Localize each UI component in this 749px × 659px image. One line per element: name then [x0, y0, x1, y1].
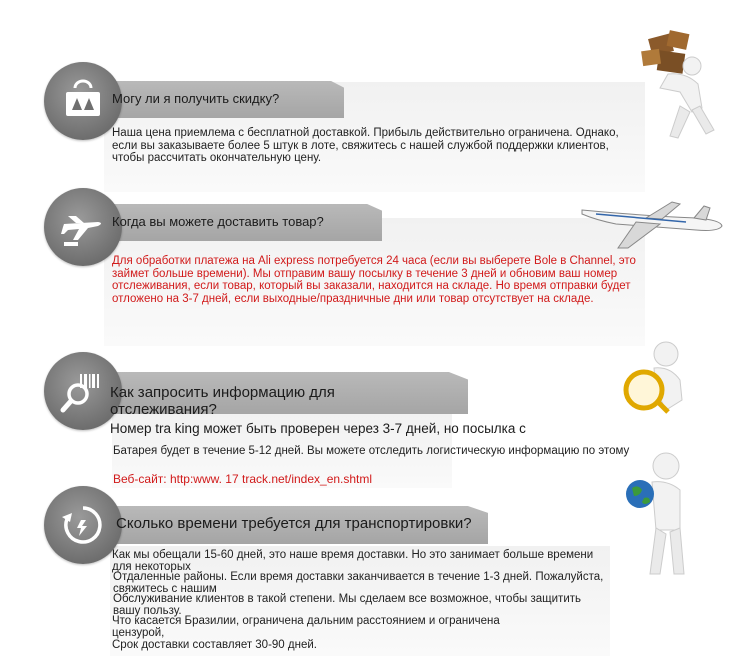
scale-icon [58, 76, 108, 126]
clock-icon [58, 500, 108, 550]
figure-with-globe-icon [620, 450, 710, 580]
worker-carrying-boxes-icon [620, 28, 730, 148]
airplane-icon [576, 192, 726, 252]
section-title: Могу ли я получить скидку? [112, 91, 280, 106]
transport-line: Обслуживание клиентов в такой степени. Мы сделаем все возможное, чтобы защитить [113, 593, 581, 605]
transport-line: Что касается Бразилии, ограничена дальним расстоянием и ограничена [112, 615, 500, 627]
section-transport-circle [44, 486, 122, 564]
plane-icon [58, 202, 108, 252]
figure-with-magnifier-icon [610, 340, 700, 420]
section-body: Батарея будет в течение 5-12 дней. Вы можете отследить логистическую информацию по этому [113, 445, 630, 457]
section-subtitle: Номер tra king может быть проверен через 3-7 дней, но посылка с [110, 421, 526, 436]
section-discount-circle [44, 62, 122, 140]
transport-line: цензурой, [112, 627, 165, 639]
section-title: Сколько времени требуется для транспортировки? [116, 515, 472, 532]
section-title: Когда вы можете доставить товар? [112, 214, 324, 229]
section-body: Наша цена приемлема с бесплатной доставкой. Прибыль действительно ограничена. Однако, если вы заказываете более 5 штук в лоте, свяжитесь с нашей службой поддержки клиентов, чтобы рассчитать окончательную цену. [112, 127, 619, 164]
transport-line: свяжитесь с нашим [113, 583, 217, 595]
transport-line: Срок доставки составляет 30-90 дней. [112, 639, 317, 651]
transport-line: Отдаленные районы. Если время доставки заканчивается в течение 1-3 дней. Пожалуйста, [113, 571, 604, 583]
transport-line: для некоторых [112, 561, 191, 573]
tracking-website-link[interactable]: Веб-сайт: http:www. 17 track.net/index_en.shtml [113, 472, 373, 486]
transport-line: вашу пользу. [113, 605, 182, 617]
section-delivery-circle [44, 188, 122, 266]
transport-line: Как мы обещали 15-60 дней, это наше время доставки. Но это занимает больше времени [112, 549, 594, 561]
section-title: Как запросить информацию для отслеживания? [110, 384, 335, 418]
magnifier-icon [58, 366, 108, 416]
section-body: Для обработки платежа на Ali express потребуется 24 часа (если вы выберете Bole в Channel, это займет больше времени). Мы отправим вашу посылку в течение 3 дней и обновим ваш номер отслеживания, если товар, который вы заказали, находится на складе. Но время отправки будет отложено на 3-7 дней, если выходные/праздничные дни или товар отсутствует на складе. [112, 255, 636, 305]
